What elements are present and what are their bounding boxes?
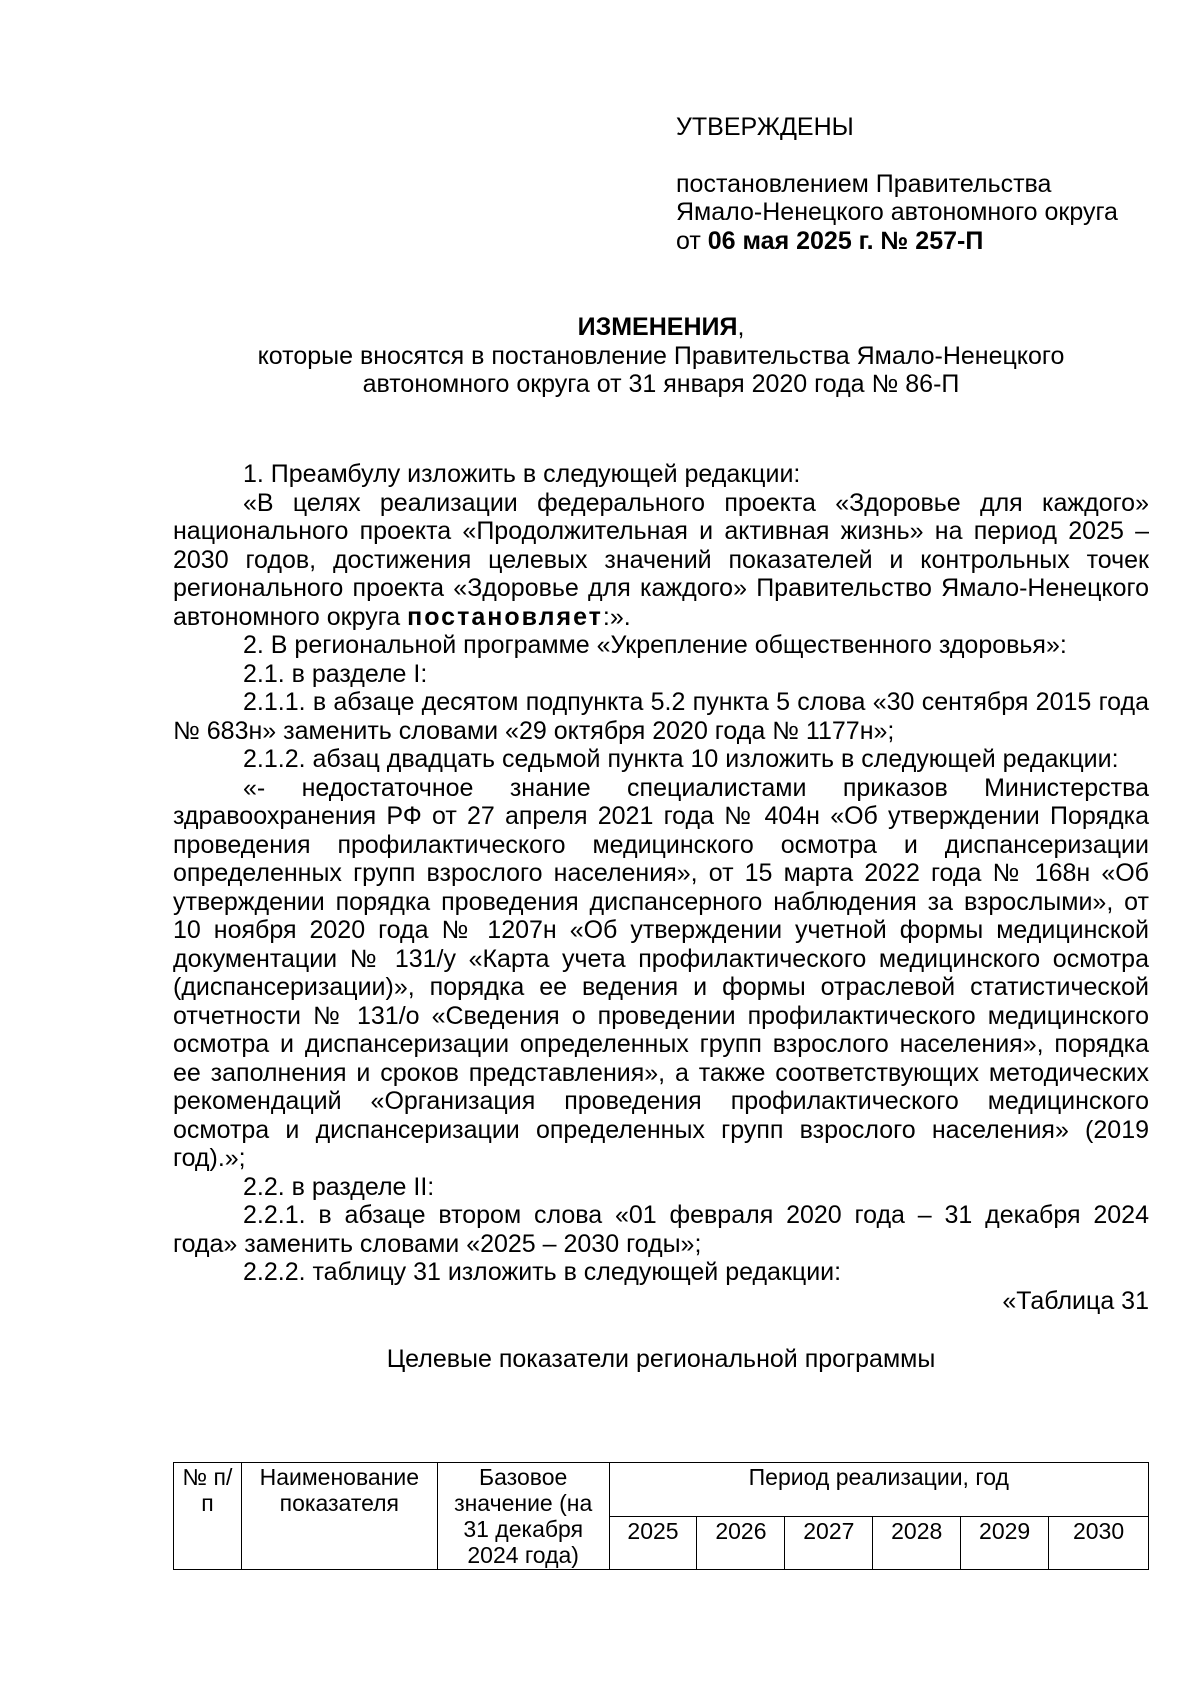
table-title: Целевые показатели региональной программы: [386, 1345, 936, 1373]
table-header-row-1: [174, 1463, 1149, 1517]
paragraph-3: 2. В региональной программе «Укрепление общественного здоровья»:: [243, 631, 1067, 659]
approval-date-number: 06 мая 2025 г. № 257-П: [707, 226, 984, 255]
paragraph-10: 2.2.2. таблицу 31 изложить в следующей редакции:: [243, 1258, 842, 1286]
paragraph-6: 2.1.2. абзац двадцать седьмой пункта 10 изложить в следующей редакции:: [243, 745, 1119, 773]
header-base: Базовое значение (на 31 декабря 2024 года): [437, 1463, 609, 1570]
paragraph-9: 2.2.1. в абзаце втором слова «01 февраля 2020 года – 31 декабря 2024 года» заменить словами «2025 – 2030 годы»;: [173, 1201, 1149, 1258]
paragraph-5: 2.1.1. в абзаце десятом подпункта 5.2 пункта 5 слова «30 сентября 2015 года № 683н» заменить словами «29 октября 2020 года № 1177н»;: [173, 688, 1149, 745]
header-year: 2027: [785, 1516, 873, 1570]
title-main: ИЗМЕНЕНИЯ: [577, 313, 738, 341]
approval-date: [676, 227, 1176, 256]
paragraph-2-text: «В целях реализации федерального проекта «Здоровье для каждого» национального проекта «Продолжительная и активная жизнь» на период 2025 – 2030 годов, достижения целевых значений показателей и контрольных точек регионального проекта «Здоровье для каждого» Правительство Ямало-Ненецкого автономного округа: [173, 488, 1149, 631]
paragraph-2: [173, 489, 1149, 632]
header-year: 2030: [1049, 1516, 1149, 1570]
document-body: [173, 460, 1149, 1374]
header-year: 2025: [609, 1516, 697, 1570]
header-year: 2029: [961, 1516, 1049, 1570]
paragraph-1: 1. Преамбулу изложить в следующей редакции:: [243, 460, 801, 488]
paragraph-2-emphasis: постановляет: [407, 602, 603, 631]
header-num: № п/п: [174, 1463, 242, 1570]
header-year: 2028: [873, 1516, 961, 1570]
approval-stamp: [676, 113, 1176, 255]
approval-heading: УТВЕРЖДЕНЫ: [676, 113, 854, 141]
title-line-1: которые вносятся в постановление Правительства Ямало-Ненецкого: [257, 341, 1065, 370]
paragraph-4: 2.1. в разделе I:: [243, 659, 428, 688]
approval-date-prefix: от: [676, 226, 708, 255]
paragraph-7: «- недостаточное знание специалистами приказов Министерства здравоохранения РФ от 27 апреля 2021 года № 404н «Об утверждении Порядка проведения профилактического медицинского осмотра и диспансеризации определенных групп взрослого населения», от 15 марта 2022 года № 168н «Об утверждении порядка проведения диспансерного наблюдения за взрослыми», от 10 ноября 2020 года № 1207н «Об утверждении учетной формы медицинской документации № 131/у «Карта учета профилактического медицинского осмотра (диспансеризации)», порядка ее ведения и формы отраслевой статистической отчетности № 131/о «Сведения о проведении профилактического медицинского осмотра и диспансеризации определенных групп взрослого населения», порядка ее заполнения и сроков представления», а также соответствующих методических рекомендаций «Организация проведения профилактического медицинского осмотра и диспансеризации определенных групп взрослого населения» (2019 год).»;: [173, 773, 1149, 1172]
paragraph-2-end: :».: [602, 602, 631, 631]
table-label: «Таблица 31: [1002, 1286, 1149, 1315]
title-main-line: [173, 313, 1149, 342]
targets-table: [173, 1462, 1149, 1570]
paragraph-8: 2.2. в разделе II:: [243, 1172, 435, 1201]
title-comma: ,: [737, 313, 745, 341]
title-line-2: автономного округа от 31 января 2020 года № 86-П: [362, 370, 960, 398]
header-period: Период реализации, год: [609, 1463, 1148, 1517]
document-title: [173, 313, 1149, 399]
header-name: Наименование показателя: [241, 1463, 437, 1570]
approval-line-2: Ямало-Ненецкого автономного округа: [676, 198, 1118, 226]
approval-line-1: постановлением Правительства: [676, 169, 1052, 198]
header-year: 2026: [697, 1516, 785, 1570]
